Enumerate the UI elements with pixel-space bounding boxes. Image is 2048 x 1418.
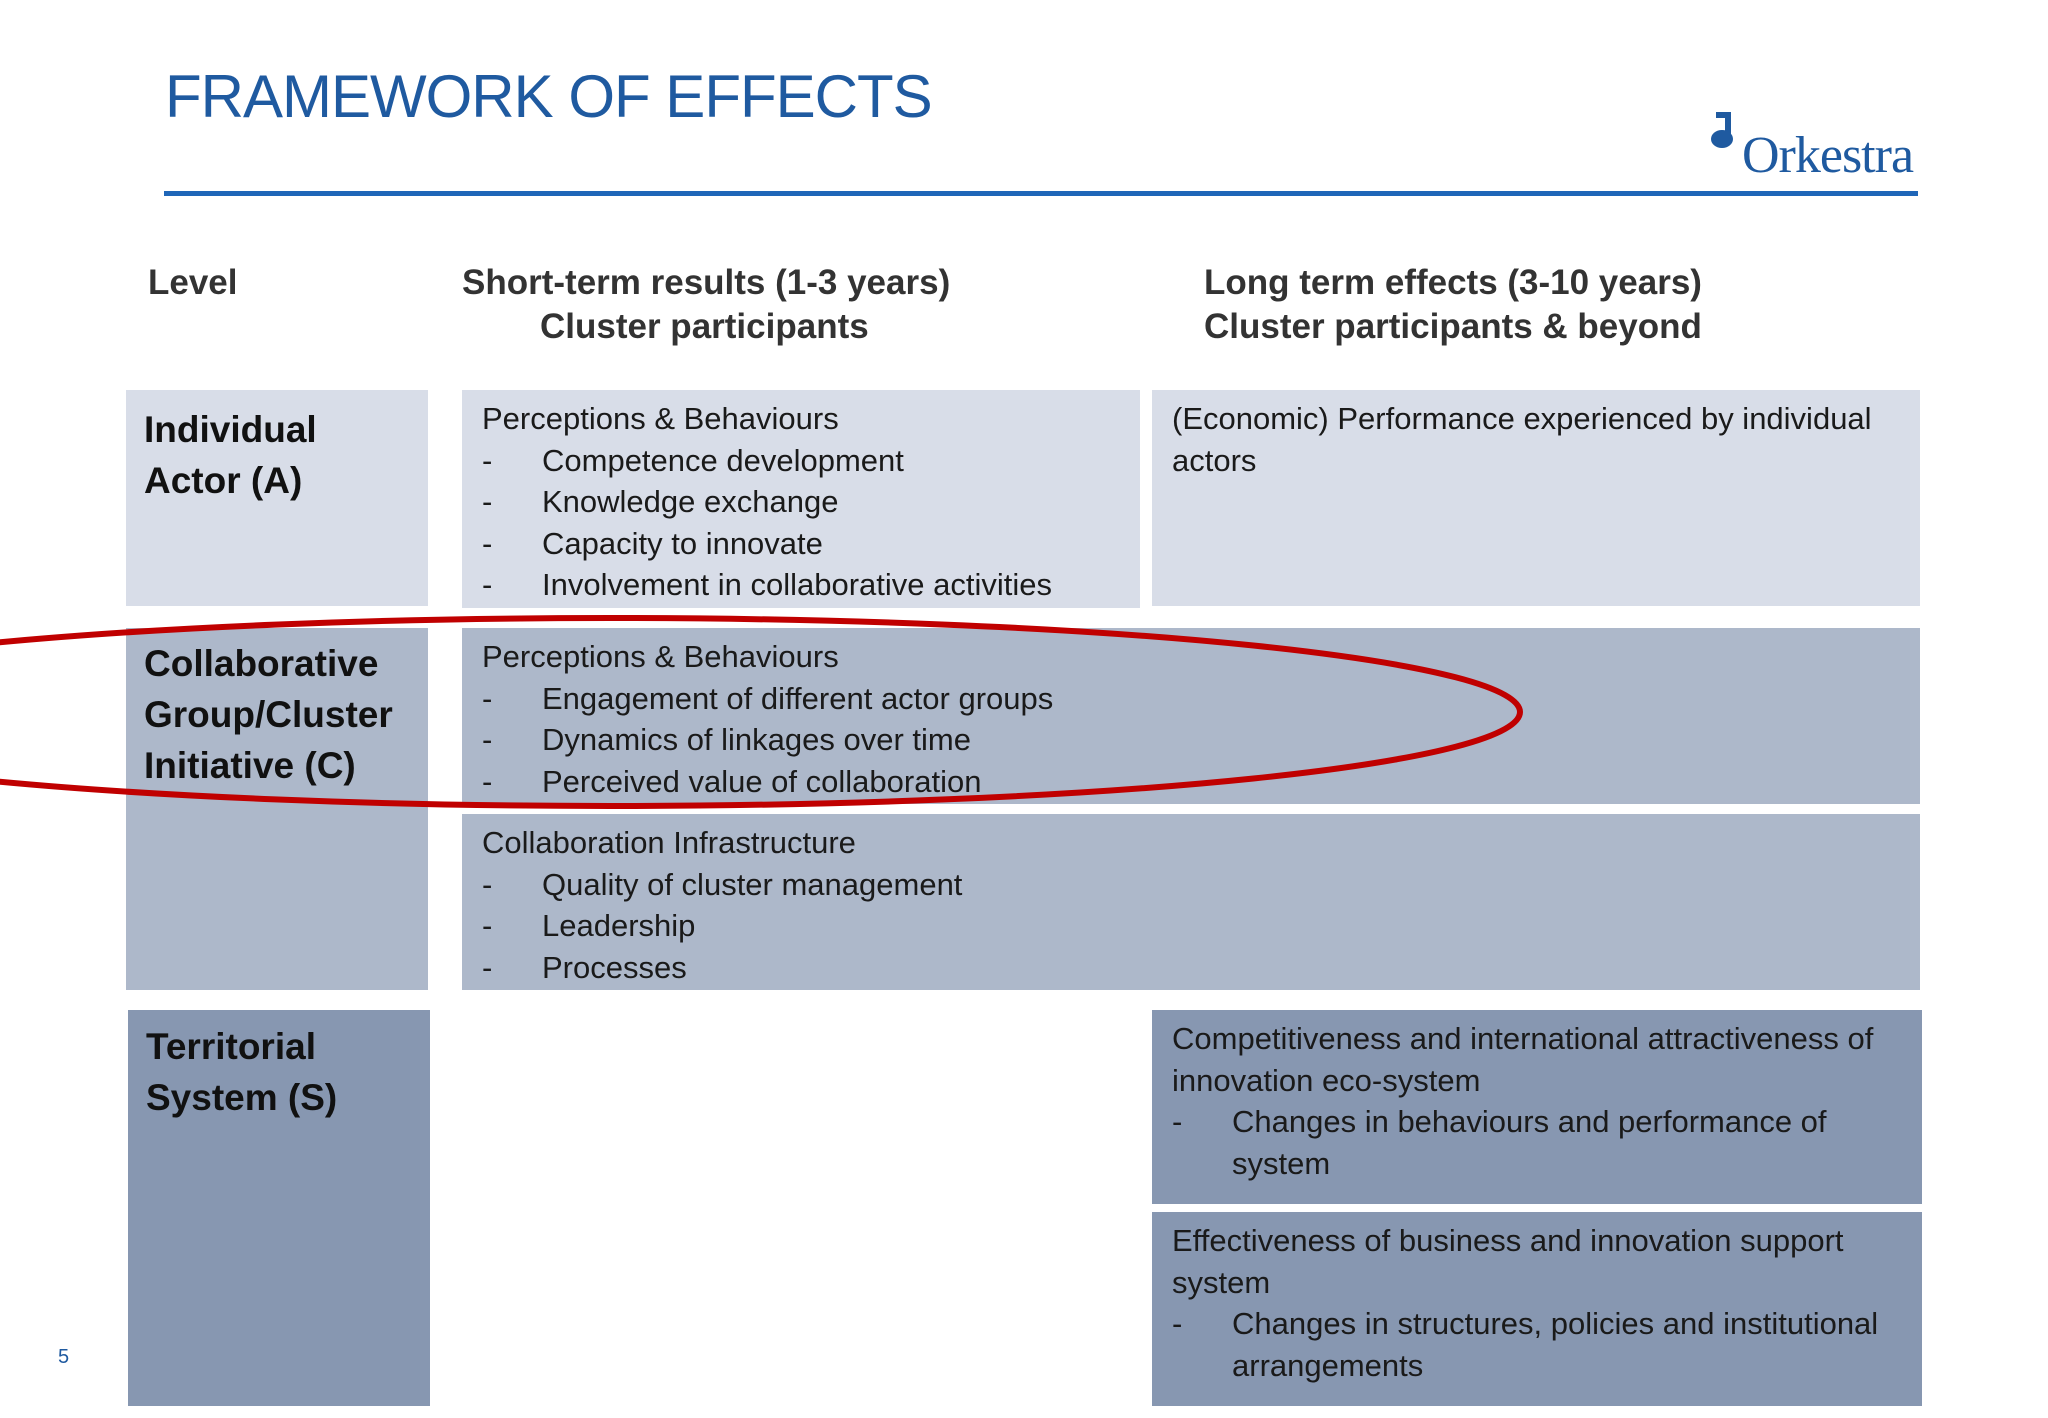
list-item-text: Processes — [542, 949, 687, 985]
list-item-text-line: system — [1232, 1145, 1331, 1181]
list-item-text: Leadership — [542, 908, 696, 943]
dash-bullet: - — [482, 866, 493, 902]
cell-text-line: Competitiveness and international attractiveness of — [1172, 1021, 1874, 1056]
list-item-text — [1232, 1303, 1878, 1386]
dash-bullet: - — [482, 525, 493, 561]
slide-title: FRAMEWORK OF EFFECTS — [165, 63, 932, 130]
level-individual-actor — [126, 390, 428, 606]
level-label-line: Individual — [144, 409, 317, 450]
list-item-text: Perceived value of collaboration — [542, 763, 982, 799]
list-item — [1172, 1101, 1902, 1184]
list-item — [1172, 1303, 1902, 1386]
cell-collaboration-infrastructure — [462, 814, 1920, 990]
list-item-text: Involvement in collaborative activities — [542, 567, 1053, 602]
dash-bullet: - — [1172, 1306, 1183, 1341]
dash-bullet: - — [482, 442, 493, 478]
header-short-term-line2: Cluster participants — [540, 307, 869, 346]
header-long-term-line2: Cluster participants & beyond — [1204, 307, 1702, 346]
level-label-line: System (S) — [146, 1077, 338, 1118]
dash-bullet: - — [482, 484, 493, 519]
list-item — [482, 761, 1900, 803]
level-label-line: Collaborative — [144, 643, 379, 684]
level-label-line: Actor (A) — [144, 460, 303, 501]
dash-bullet: - — [1172, 1104, 1183, 1139]
cell-text-line: Effectiveness of business and innovation support — [1172, 1223, 1844, 1258]
dash-bullet: - — [482, 567, 493, 602]
list-item — [482, 481, 1120, 523]
header-short-term-line1: Short-term results (1-3 years) — [462, 263, 951, 302]
list-item — [482, 947, 1900, 989]
cell-text-line: actors — [1172, 442, 1257, 478]
list-item-text: Knowledge exchange — [542, 484, 839, 519]
dash-bullet: - — [482, 949, 493, 985]
list-item-text: Competence development — [542, 442, 904, 478]
list-item — [482, 523, 1120, 565]
list-item — [482, 564, 1120, 606]
cell-heading: Collaboration Infrastructure — [482, 825, 856, 860]
list-item-text: Dynamics of linkages over time — [542, 722, 971, 757]
list-item — [482, 905, 1900, 947]
music-note-icon — [1708, 112, 1738, 150]
dash-bullet: - — [482, 763, 493, 799]
header-long-term-line1: Long term effects (3-10 years) — [1204, 263, 1702, 302]
cell-heading: Perceptions & Behaviours — [482, 639, 839, 674]
list-item-text-line: Changes in behaviours and performance of — [1232, 1104, 1827, 1139]
level-label-line: Initiative (C) — [144, 745, 356, 786]
list-item-text-line: arrangements — [1232, 1347, 1424, 1383]
logo-wordmark: Orkestra — [1742, 127, 1914, 184]
list-item-text: Quality of cluster management — [542, 866, 963, 902]
level-territorial-system — [128, 1010, 430, 1406]
level-label-line: Territorial — [146, 1026, 316, 1067]
title-underline — [164, 191, 1918, 196]
list-item-text-line: Changes in structures, policies and institutional — [1232, 1306, 1879, 1341]
list-item — [482, 719, 1900, 761]
orkestra-logo — [1708, 108, 1938, 188]
cell-individual-short-term — [462, 390, 1140, 608]
page-number: 5 — [58, 1346, 70, 1368]
cell-territorial-competitiveness — [1152, 1010, 1922, 1204]
cell-territorial-effectiveness — [1152, 1212, 1922, 1406]
level-label-line: Group/Cluster — [144, 694, 393, 735]
cell-text-line: system — [1172, 1264, 1271, 1300]
dash-bullet: - — [482, 722, 493, 757]
list-item — [482, 678, 1900, 720]
dash-bullet: - — [482, 680, 493, 716]
cell-text-line: innovation eco-system — [1172, 1062, 1481, 1098]
header-level: Level — [148, 263, 238, 302]
list-item-text — [1232, 1101, 1827, 1184]
dash-bullet: - — [482, 908, 493, 943]
cell-individual-long-term — [1152, 390, 1920, 606]
cell-heading: Perceptions & Behaviours — [482, 401, 839, 436]
cell-text-line: (Economic) Performance experienced by individual — [1172, 401, 1872, 436]
list-item-text: Engagement of different actor groups — [542, 680, 1054, 716]
list-item — [482, 864, 1900, 906]
cell-collaborative-perceptions — [462, 628, 1920, 804]
list-item-text: Capacity to innovate — [542, 525, 823, 561]
level-collaborative-initiative — [126, 628, 428, 990]
list-item — [482, 440, 1120, 482]
